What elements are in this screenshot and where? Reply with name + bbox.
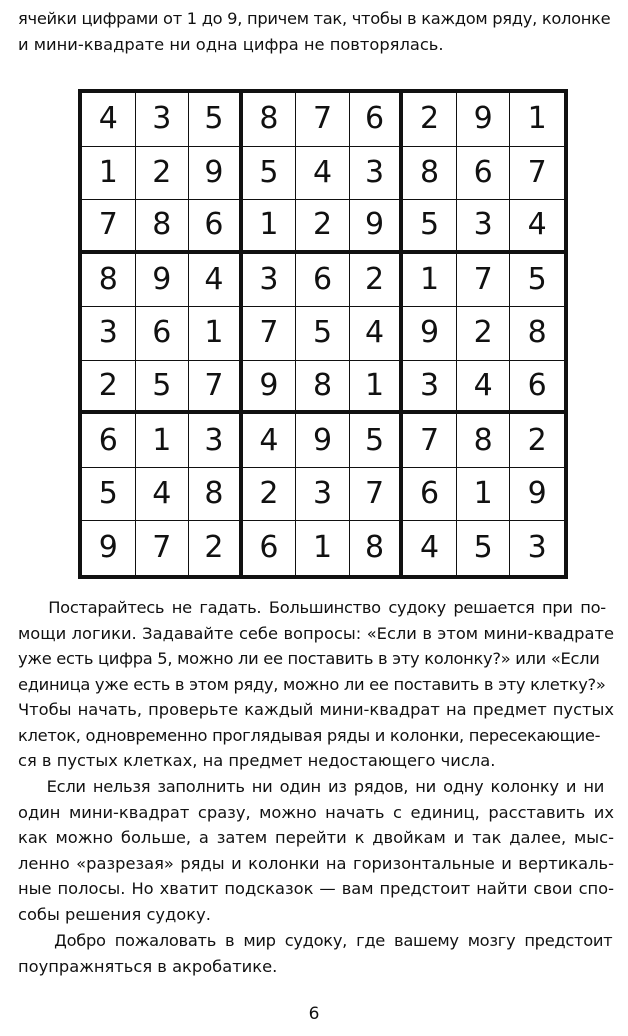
text-line: мощи логики. Задавайте себе вопросы: «Если в этом мини-квадрате [18, 623, 614, 643]
sudoku-cell: 4 [350, 307, 404, 361]
sudoku-cell: 4 [136, 468, 190, 522]
paragraph-no-guessing [18, 595, 614, 774]
sudoku-cell: 2 [457, 307, 511, 361]
sudoku-cell: 8 [296, 361, 350, 415]
sudoku-cell: 9 [403, 307, 457, 361]
sudoku-cell: 2 [82, 361, 136, 415]
text-line: ленно «разрезая» ряды и колонки на горизонтальные и вертикаль- [18, 853, 614, 873]
sudoku-cell: 6 [350, 93, 404, 147]
text-line: ся в пустых клетках, на предмет недостающего числа. [18, 751, 496, 770]
sudoku-cell: 3 [189, 414, 243, 468]
text-line: Если нельзя заполнить ни один из рядов, ни одну колонку и ни [18, 777, 604, 796]
sudoku-cell: 8 [457, 414, 511, 468]
sudoku-cell: 4 [82, 93, 136, 147]
sudoku-cell: 4 [510, 200, 564, 254]
sudoku-cell: 7 [296, 93, 350, 147]
sudoku-cell: 5 [82, 468, 136, 522]
sudoku-cell: 6 [243, 521, 297, 575]
sudoku-cell: 6 [82, 414, 136, 468]
text-line: один мини-квадрат сразу, можно начать с единиц, расставить их [18, 802, 614, 822]
sudoku-cell: 5 [296, 307, 350, 361]
sudoku-cell: 8 [350, 521, 404, 575]
sudoku-cell: 5 [403, 200, 457, 254]
sudoku-cell: 5 [243, 147, 297, 201]
sudoku-cell: 8 [403, 147, 457, 201]
text-line: Чтобы начать, проверьте каждый мини-квадрат на предмет пустых [18, 700, 614, 719]
sudoku-grid [78, 89, 568, 579]
sudoku-cell: 1 [82, 147, 136, 201]
sudoku-cell: 2 [403, 93, 457, 147]
text-line: собы решения судоку. [18, 904, 211, 924]
paragraph-strategy [18, 774, 614, 927]
sudoku-cell: 7 [136, 521, 190, 575]
sudoku-cell: 1 [296, 521, 350, 575]
sudoku-cell: 1 [510, 93, 564, 147]
sudoku-cell: 1 [189, 307, 243, 361]
sudoku-cell: 9 [457, 93, 511, 147]
sudoku-cell: 7 [243, 307, 297, 361]
sudoku-cell: 4 [457, 361, 511, 415]
sudoku-cell: 8 [243, 93, 297, 147]
sudoku-cell: 2 [189, 521, 243, 575]
paragraph-welcome [18, 928, 614, 979]
text-line: клеток, одновременно проглядывая ряды и колонки, пересекающие- [18, 725, 601, 745]
text-line: уже есть цифра 5, можно ли ее поставить в эту колонку?» или «Если [18, 649, 600, 668]
sudoku-cell: 4 [189, 254, 243, 308]
sudoku-cell: 6 [457, 147, 511, 201]
sudoku-cell: 9 [243, 361, 297, 415]
sudoku-cell: 7 [189, 361, 243, 415]
sudoku-cell: 9 [296, 414, 350, 468]
sudoku-cell: 7 [82, 200, 136, 254]
sudoku-cell: 7 [350, 468, 404, 522]
text-line: Добро пожаловать в мир судоку, где вашему мозгу предстоит [18, 931, 613, 950]
text-line: и мини-квадрате ни одна цифра не повторялась. [18, 34, 444, 54]
sudoku-cell: 8 [82, 254, 136, 308]
sudoku-cell: 1 [243, 200, 297, 254]
sudoku-cell: 6 [189, 200, 243, 254]
text-line: Постарайтесь не гадать. Большинство судоку решается при по- [18, 598, 606, 617]
sudoku-cell: 6 [510, 361, 564, 415]
sudoku-cell: 9 [82, 521, 136, 575]
sudoku-cell: 4 [296, 147, 350, 201]
sudoku-cell: 5 [457, 521, 511, 575]
sudoku-cell: 7 [510, 147, 564, 201]
sudoku-cell: 3 [82, 307, 136, 361]
sudoku-cell: 8 [510, 307, 564, 361]
sudoku-cell: 9 [136, 254, 190, 308]
sudoku-cell: 8 [189, 468, 243, 522]
sudoku-cell: 3 [243, 254, 297, 308]
sudoku-cell: 1 [350, 361, 404, 415]
sudoku-cell: 3 [296, 468, 350, 522]
sudoku-cell: 4 [403, 521, 457, 575]
sudoku-cell: 3 [457, 200, 511, 254]
sudoku-cell: 7 [457, 254, 511, 308]
sudoku-cell: 9 [350, 200, 404, 254]
sudoku-cell: 2 [296, 200, 350, 254]
text-line: ячейки цифрами от 1 до 9, причем так, чтобы в каждом ряду, колонке [18, 9, 611, 28]
sudoku-cell: 1 [136, 414, 190, 468]
sudoku-cell: 6 [403, 468, 457, 522]
sudoku-cell: 2 [243, 468, 297, 522]
sudoku-cell: 5 [510, 254, 564, 308]
sudoku-cell: 9 [510, 468, 564, 522]
text-line: поупражняться в акробатике. [18, 956, 278, 976]
sudoku-cell: 5 [136, 361, 190, 415]
text-line: ные полосы. Но хватит подсказок — вам предстоит найти свои спо- [18, 879, 614, 898]
sudoku-cell: 6 [136, 307, 190, 361]
sudoku-cell: 8 [136, 200, 190, 254]
sudoku-cell: 5 [189, 93, 243, 147]
sudoku-cell: 3 [350, 147, 404, 201]
text-line: как можно больше, а затем перейти к двойкам и так далее, мыс- [18, 828, 614, 847]
sudoku-cell: 9 [189, 147, 243, 201]
sudoku-cell: 1 [457, 468, 511, 522]
text-line: единица уже есть в этом ряду, можно ли ее поставить в эту клетку?» [18, 674, 606, 694]
sudoku-cell: 5 [350, 414, 404, 468]
intro-paragraph [18, 6, 614, 57]
sudoku-cell: 3 [527, 530, 547, 566]
sudoku-cell: 2 [350, 254, 404, 308]
sudoku-cell: 3 [136, 93, 190, 147]
sudoku-cell: 2 [136, 147, 190, 201]
sudoku-cell: 4 [243, 414, 297, 468]
sudoku-cell: 3 [403, 361, 457, 415]
sudoku-cell: 2 [510, 414, 564, 468]
sudoku-cell: 1 [403, 254, 457, 308]
sudoku-cell: 7 [403, 414, 457, 468]
page-number: 6 [308, 1004, 320, 1024]
sudoku-cell: 6 [296, 254, 350, 308]
